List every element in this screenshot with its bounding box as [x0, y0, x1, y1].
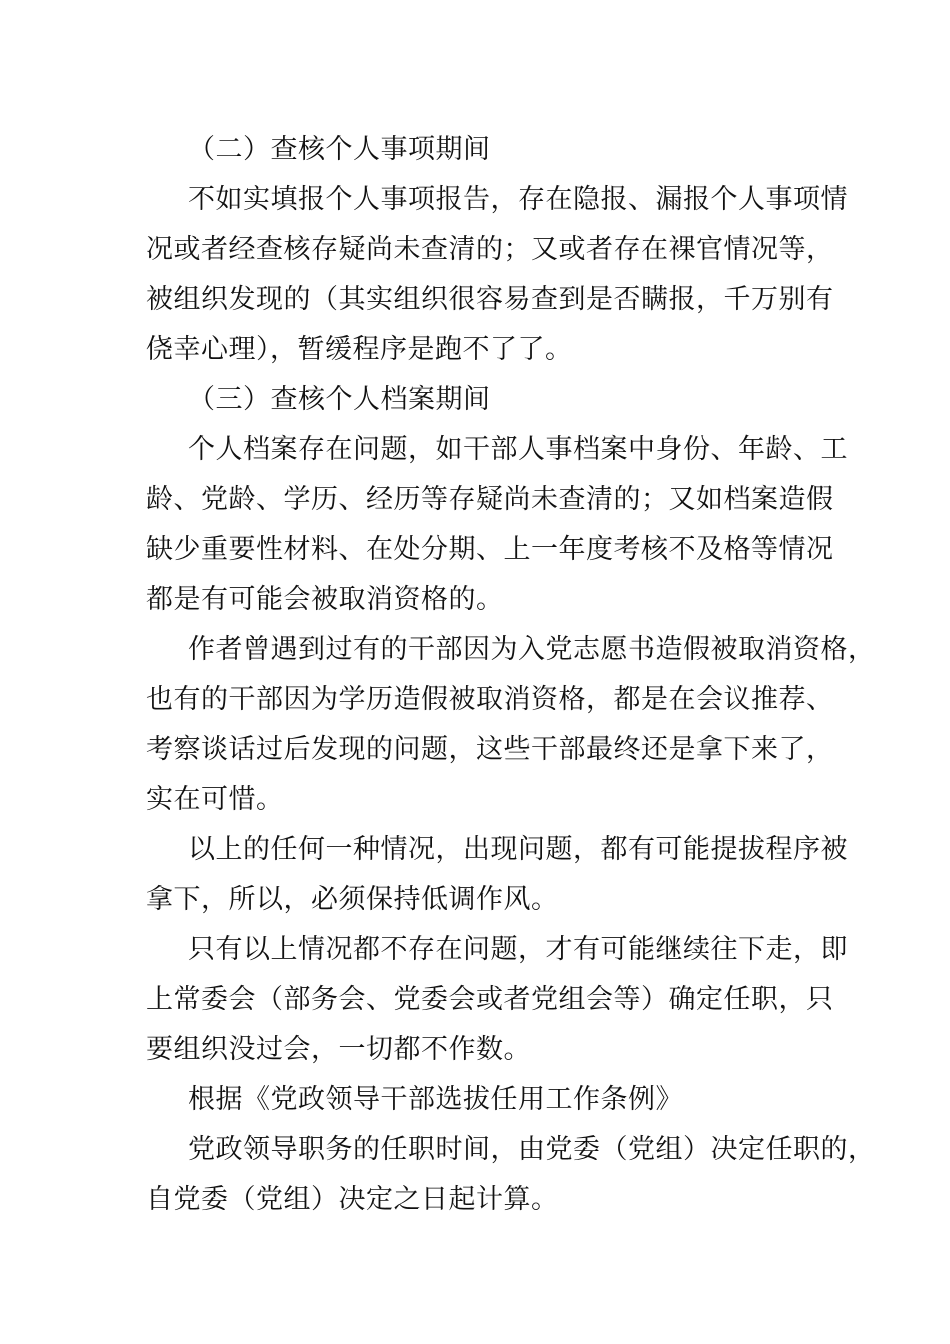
- paragraph-line: 上常委会（部务会、党委会或者党组会等）确定任职，只: [146, 984, 834, 1015]
- regulation-reference-line: 根据《党政领导干部选拔任用工作条例》: [188, 1084, 683, 1115]
- paragraph-line: 考察谈话过后发现的问题，这些干部最终还是拿下来了，: [146, 734, 834, 765]
- section-heading-personal-archive: （三）查核个人档案期间: [188, 384, 491, 415]
- paragraph-line: 自党委（党组）决定之日起计算。: [146, 1184, 559, 1215]
- paragraph-line: 况或者经查核存疑尚未查清的；又或者存在裸官情况等，: [146, 234, 834, 265]
- paragraph-line: 作者曾遇到过有的干部因为入党志愿书造假被取消资格，: [188, 634, 876, 665]
- paragraph-line: 要组织没过会，一切都不作数。: [146, 1034, 531, 1065]
- paragraph-line: 侥幸心理），暂缓程序是跑不了了。: [146, 334, 573, 365]
- section-heading-personal-matters: （二）查核个人事项期间: [188, 134, 491, 165]
- paragraph-line: 缺少重要性材料、在处分期、上一年度考核不及格等情况: [146, 534, 834, 565]
- paragraph-line: 被组织发现的（其实组织很容易查到是否瞒报，千万别有: [146, 284, 834, 315]
- paragraph-line: 党政领导职务的任职时间，由党委（党组）决定任职的，: [188, 1134, 876, 1165]
- paragraph-line: 个人档案存在问题，如干部人事档案中身份、年龄、工: [188, 434, 848, 465]
- paragraph-line: 以上的任何一种情况，出现问题，都有可能提拔程序被: [188, 834, 848, 865]
- paragraph-line: 都是有可能会被取消资格的。: [146, 584, 504, 615]
- paragraph-line: 拿下，所以，必须保持低调作风。: [146, 884, 559, 915]
- paragraph-line: 实在可惜。: [146, 784, 284, 815]
- paragraph-line: 只有以上情况都不存在问题，才有可能继续往下走，即: [188, 934, 848, 965]
- paragraph-line: 龄、党龄、学历、经历等存疑尚未查清的；又如档案造假: [146, 484, 834, 515]
- paragraph-line: 也有的干部因为学历造假被取消资格，都是在会议推荐、: [146, 684, 834, 715]
- paragraph-line: 不如实填报个人事项报告，存在隐报、漏报个人事项情: [188, 184, 848, 215]
